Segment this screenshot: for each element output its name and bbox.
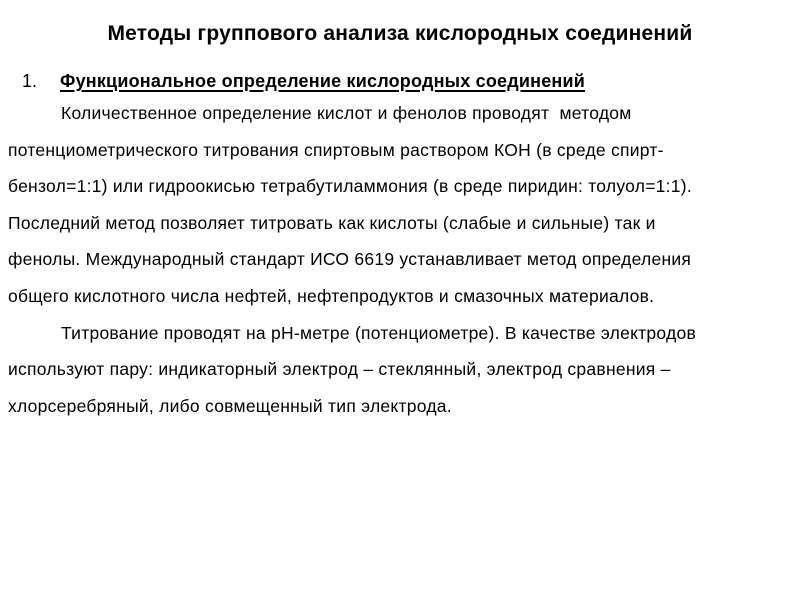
paragraph-line: общего кислотного числа нефтей, нефтепродуктов и смазочных материалов. — [8, 285, 655, 306]
list-item-number: 1. — [22, 71, 38, 91]
body-text-block — [8, 95, 796, 424]
paragraph-line: Последний метод позволяет титровать как кислоты (слабые и сильные) так и — [8, 212, 656, 233]
paragraph-line: хлорсеребряный, либо совмещенный тип электрода. — [8, 395, 452, 416]
numbered-list-item — [0, 69, 800, 94]
paragraph-line: бензол=1:1) или гидроокисью тетрабутиламмония (в среде пиридин: толуол=1:1). — [8, 176, 692, 197]
paragraph-line: используют пару: индикаторный электрод – стеклянный, электрод сравнения – — [8, 359, 671, 380]
slide-title: Методы группового анализа кислородных соединений — [107, 22, 693, 45]
paragraph-line: потенциометрического титрования спиртовым раствором КОН (в среде спирт- — [8, 139, 664, 160]
paragraph-line: Титрование проводят на pH-метре (потенциометре). В качестве электродов — [61, 322, 697, 343]
paragraph-line: Количественное определение кислот и фенолов проводят методом — [61, 103, 632, 123]
list-item-heading: Функциональное определение кислородных соединений — [60, 71, 586, 91]
paragraph-line: фенолы. Международный стандарт ИСО 6619 устанавливает метод определения — [8, 249, 692, 270]
